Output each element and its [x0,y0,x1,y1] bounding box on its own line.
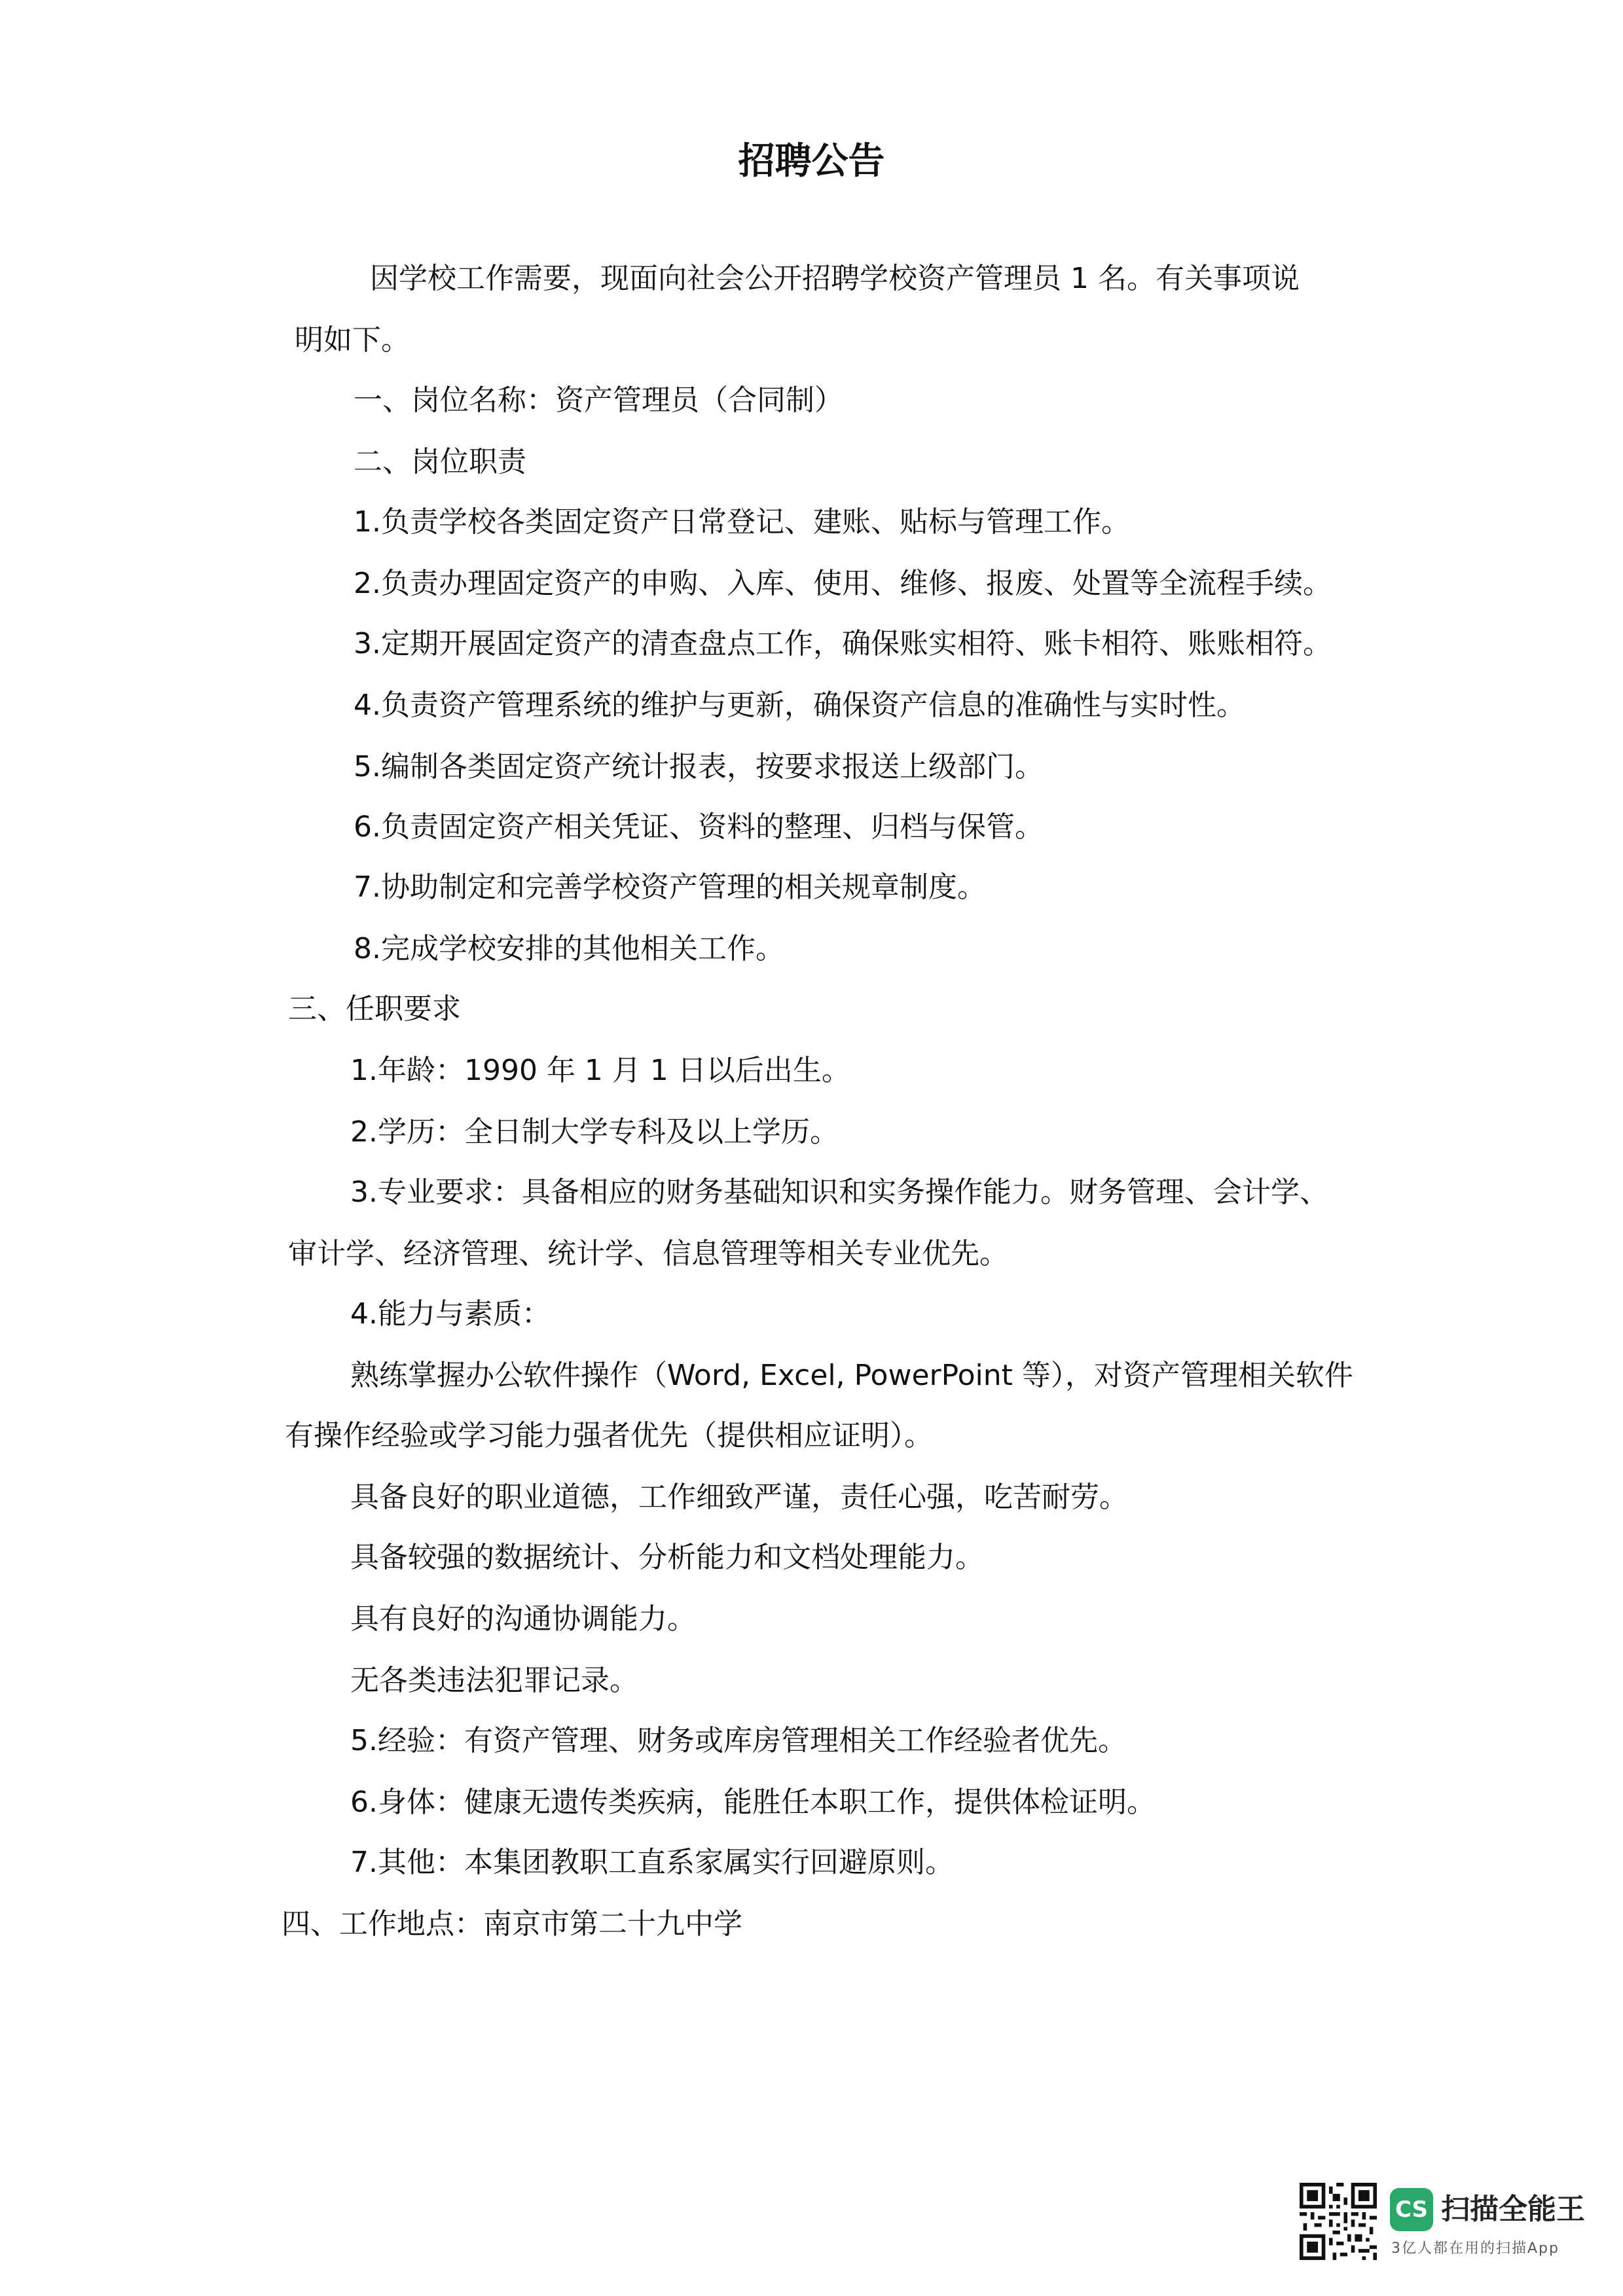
duty-item-2: 2.负责办理固定资产的申购、入库、使用、维修、报废、处置等全流程手续。 [354,567,1332,600]
qr-code-icon [1300,2183,1377,2260]
section-1-position: 一、岗位名称：资产管理员（合同制） [354,384,843,417]
duty-item-3: 3.定期开展固定资产的清查盘点工作，确保账实相符、账卡相符、账账相符。 [354,627,1332,660]
section-2-heading: 二、岗位职责 [354,445,526,478]
duty-item-4: 4.负责资产管理系统的维护与更新，确保资产信息的准确性与实时性。 [354,689,1245,722]
scanner-app-tagline: 3亿人都在用的扫描App [1391,2240,1559,2257]
duty-item-1: 1.负责学校各类固定资产日常登记、建账、贴标与管理工作。 [354,505,1130,539]
duty-item-6: 6.负责固定资产相关凭证、资料的整理、归档与保管。 [354,810,1044,844]
ability-line-4: 具有良好的沟通协调能力。 [350,1602,696,1636]
ability-line-1a: 熟练掌握办公软件操作（Word, Excel, PowerPoint 等），对资产管理相关软件 [350,1359,1353,1392]
requirement-education: 2.学历：全日制大学专科及以上学历。 [350,1115,839,1149]
requirement-other: 7.其他：本集团教职工直系家属实行回避原则。 [350,1846,954,1879]
requirement-major-line-2: 审计学、经济管理、统计学、信息管理等相关专业优先。 [288,1237,1008,1270]
ability-line-2: 具备良好的职业道德，工作细致严谨，责任心强，吃苦耐劳。 [350,1480,1128,1514]
scanner-app-name: 扫描全能王 [1441,2193,1585,2226]
intro-line-2: 明如下。 [295,323,410,357]
requirement-experience: 5.经验：有资产管理、财务或库房管理相关工作经验者优先。 [350,1724,1127,1757]
duty-item-5: 5.编制各类固定资产统计报表，按要求报送上级部门。 [354,750,1044,783]
ability-line-5: 无各类违法犯罪记录。 [350,1664,638,1697]
duty-item-8: 8.完成学校安排的其他相关工作。 [354,932,784,965]
requirement-age: 1.年龄：1990 年 1 月 1 日以后出生。 [350,1054,850,1087]
requirement-health: 6.身体：健康无遗传类疾病，能胜任本职工作，提供体检证明。 [350,1785,1156,1819]
scanner-app-badge: CS [1390,2188,1433,2231]
duty-item-7: 7.协助制定和完善学校资产管理的相关规章制度。 [354,870,986,904]
scanner-watermark [1300,2183,1607,2281]
section-4-location: 四、工作地点：南京市第二十九中学 [282,1907,742,1941]
ability-line-1b: 有操作经验或学习能力强者优先（提供相应证明）。 [285,1419,933,1452]
requirement-major-line-1: 3.专业要求：具备相应的财务基础知识和实务操作能力。财务管理、会计学、 [350,1175,1328,1209]
ability-line-3: 具备较强的数据统计、分析能力和文档处理能力。 [350,1541,984,1574]
intro-line-1: 因学校工作需要，现面向社会公开招聘学校资产管理员 1 名。有关事项说 [370,262,1300,295]
page-title: 招聘公告 [738,140,885,183]
requirement-ability-heading: 4.能力与素质： [350,1297,551,1331]
section-3-heading: 三、任职要求 [288,992,461,1026]
